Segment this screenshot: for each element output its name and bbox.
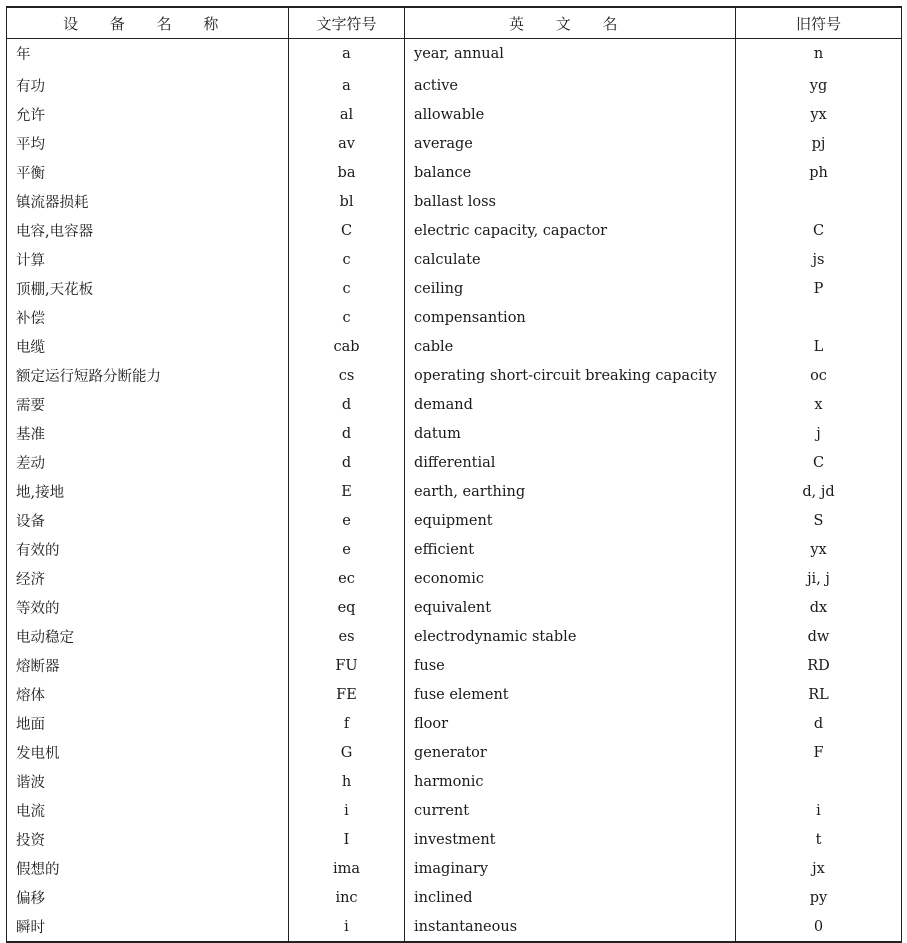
cell-english: differential (405, 448, 736, 477)
cell-old-symbol (736, 767, 902, 796)
cell-old-symbol: C (736, 216, 902, 245)
cell-old-symbol: RD (736, 651, 902, 680)
cell-symbol: f (289, 709, 405, 738)
table-row (7, 448, 902, 477)
cell-symbol: c (289, 303, 405, 332)
cell-old-symbol: d, jd (736, 477, 902, 506)
table-row (7, 68, 902, 100)
cell-english: ceiling (405, 274, 736, 303)
cell-english: year, annual (405, 39, 736, 69)
cell-old-symbol: P (736, 274, 902, 303)
table-row (7, 187, 902, 216)
cell-old-symbol: x (736, 390, 902, 419)
cell-symbol: FU (289, 651, 405, 680)
cell-old-symbol: dw (736, 622, 902, 651)
cell-symbol: d (289, 419, 405, 448)
cell-name: 电动稳定 (7, 622, 289, 651)
table-row (7, 883, 902, 912)
cell-name: 电容,电容器 (7, 216, 289, 245)
table-row (7, 854, 902, 883)
cell-symbol: a (289, 68, 405, 100)
cell-symbol: i (289, 796, 405, 825)
cell-name: 允许 (7, 100, 289, 129)
cell-name: 等效的 (7, 593, 289, 622)
table-row (7, 274, 902, 303)
table-row (7, 796, 902, 825)
cell-old-symbol (736, 187, 902, 216)
header-old-symbol: 旧符号 (736, 7, 902, 39)
cell-old-symbol: j (736, 419, 902, 448)
table-row (7, 129, 902, 158)
cell-name: 有功 (7, 68, 289, 100)
cell-symbol: cs (289, 361, 405, 390)
cell-symbol: c (289, 245, 405, 274)
cell-symbol: C (289, 216, 405, 245)
cell-name: 有效的 (7, 535, 289, 564)
cell-name: 顶棚,天花板 (7, 274, 289, 303)
table-row (7, 39, 902, 69)
cell-english: electric capacity, capactor (405, 216, 736, 245)
cell-name: 瞬时 (7, 912, 289, 942)
cell-name: 差动 (7, 448, 289, 477)
cell-old-symbol: n (736, 39, 902, 69)
cell-name: 经济 (7, 564, 289, 593)
cell-name: 年 (7, 39, 289, 69)
cell-english: allowable (405, 100, 736, 129)
cell-english: operating short-circuit breaking capacity (405, 361, 736, 390)
cell-old-symbol: 0 (736, 912, 902, 942)
table-row (7, 593, 902, 622)
cell-old-symbol: i (736, 796, 902, 825)
cell-symbol: es (289, 622, 405, 651)
cell-symbol: cab (289, 332, 405, 361)
cell-english: investment (405, 825, 736, 854)
header-name: 设 备 名 称 (7, 7, 289, 39)
cell-english: efficient (405, 535, 736, 564)
cell-symbol: h (289, 767, 405, 796)
table-row (7, 216, 902, 245)
cell-english: balance (405, 158, 736, 187)
cell-name: 投资 (7, 825, 289, 854)
cell-english: electrodynamic stable (405, 622, 736, 651)
header-symbol: 文字符号 (289, 7, 405, 39)
cell-symbol: i (289, 912, 405, 942)
cell-symbol: ec (289, 564, 405, 593)
cell-symbol: e (289, 535, 405, 564)
cell-english: inclined (405, 883, 736, 912)
table-row (7, 651, 902, 680)
table-row (7, 825, 902, 854)
cell-english: imaginary (405, 854, 736, 883)
cell-old-symbol: d (736, 709, 902, 738)
table-row (7, 361, 902, 390)
cell-old-symbol (736, 303, 902, 332)
cell-old-symbol: js (736, 245, 902, 274)
table-row (7, 709, 902, 738)
table-row (7, 303, 902, 332)
table-row (7, 158, 902, 187)
cell-name: 补偿 (7, 303, 289, 332)
cell-name: 电缆 (7, 332, 289, 361)
cell-english: economic (405, 564, 736, 593)
cell-symbol: d (289, 390, 405, 419)
cell-english: ballast loss (405, 187, 736, 216)
cell-english: cable (405, 332, 736, 361)
table-row (7, 622, 902, 651)
cell-symbol: inc (289, 883, 405, 912)
cell-english: instantaneous (405, 912, 736, 942)
cell-old-symbol: F (736, 738, 902, 767)
cell-symbol: d (289, 448, 405, 477)
table-row (7, 564, 902, 593)
cell-old-symbol: yx (736, 535, 902, 564)
cell-old-symbol: oc (736, 361, 902, 390)
cell-old-symbol: C (736, 448, 902, 477)
table-row (7, 506, 902, 535)
cell-english: fuse element (405, 680, 736, 709)
cell-symbol: e (289, 506, 405, 535)
cell-symbol: bl (289, 187, 405, 216)
cell-name: 假想的 (7, 854, 289, 883)
cell-name: 熔体 (7, 680, 289, 709)
cell-name: 平衡 (7, 158, 289, 187)
table-row (7, 419, 902, 448)
cell-english: fuse (405, 651, 736, 680)
cell-name: 平均 (7, 129, 289, 158)
table-row (7, 535, 902, 564)
cell-name: 地面 (7, 709, 289, 738)
cell-old-symbol: jx (736, 854, 902, 883)
cell-name: 发电机 (7, 738, 289, 767)
cell-english: calculate (405, 245, 736, 274)
cell-old-symbol: pj (736, 129, 902, 158)
cell-symbol: ba (289, 158, 405, 187)
table-row (7, 738, 902, 767)
table-row (7, 390, 902, 419)
header-row (7, 7, 902, 39)
symbol-table (6, 6, 902, 943)
table-row (7, 477, 902, 506)
cell-name: 地,接地 (7, 477, 289, 506)
cell-english: active (405, 68, 736, 100)
cell-old-symbol: S (736, 506, 902, 535)
cell-name: 基准 (7, 419, 289, 448)
cell-name: 需要 (7, 390, 289, 419)
cell-english: generator (405, 738, 736, 767)
cell-old-symbol: ji, j (736, 564, 902, 593)
cell-name: 谐波 (7, 767, 289, 796)
cell-name: 偏移 (7, 883, 289, 912)
cell-symbol: G (289, 738, 405, 767)
cell-name: 熔断器 (7, 651, 289, 680)
cell-english: current (405, 796, 736, 825)
cell-old-symbol: dx (736, 593, 902, 622)
cell-symbol: I (289, 825, 405, 854)
table-body (7, 39, 902, 943)
cell-english: harmonic (405, 767, 736, 796)
cell-old-symbol: t (736, 825, 902, 854)
cell-symbol: av (289, 129, 405, 158)
cell-name: 电流 (7, 796, 289, 825)
cell-english: floor (405, 709, 736, 738)
cell-symbol: c (289, 274, 405, 303)
header-english: 英 文 名 (405, 7, 736, 39)
cell-english: equivalent (405, 593, 736, 622)
cell-old-symbol: RL (736, 680, 902, 709)
cell-symbol: eq (289, 593, 405, 622)
cell-english: equipment (405, 506, 736, 535)
cell-old-symbol: yg (736, 68, 902, 100)
cell-old-symbol: yx (736, 100, 902, 129)
cell-english: compensantion (405, 303, 736, 332)
table-row (7, 100, 902, 129)
cell-symbol: al (289, 100, 405, 129)
cell-name: 计算 (7, 245, 289, 274)
table-row (7, 245, 902, 274)
cell-name: 额定运行短路分断能力 (7, 361, 289, 390)
cell-english: average (405, 129, 736, 158)
cell-english: earth, earthing (405, 477, 736, 506)
cell-symbol: E (289, 477, 405, 506)
cell-name: 镇流器损耗 (7, 187, 289, 216)
cell-symbol: a (289, 39, 405, 69)
cell-old-symbol: L (736, 332, 902, 361)
cell-english: datum (405, 419, 736, 448)
table-row (7, 912, 902, 942)
table-row (7, 767, 902, 796)
cell-symbol: ima (289, 854, 405, 883)
cell-old-symbol: py (736, 883, 902, 912)
cell-english: demand (405, 390, 736, 419)
cell-old-symbol: ph (736, 158, 902, 187)
cell-symbol: FE (289, 680, 405, 709)
cell-name: 设备 (7, 506, 289, 535)
table-row (7, 680, 902, 709)
table-row (7, 332, 902, 361)
